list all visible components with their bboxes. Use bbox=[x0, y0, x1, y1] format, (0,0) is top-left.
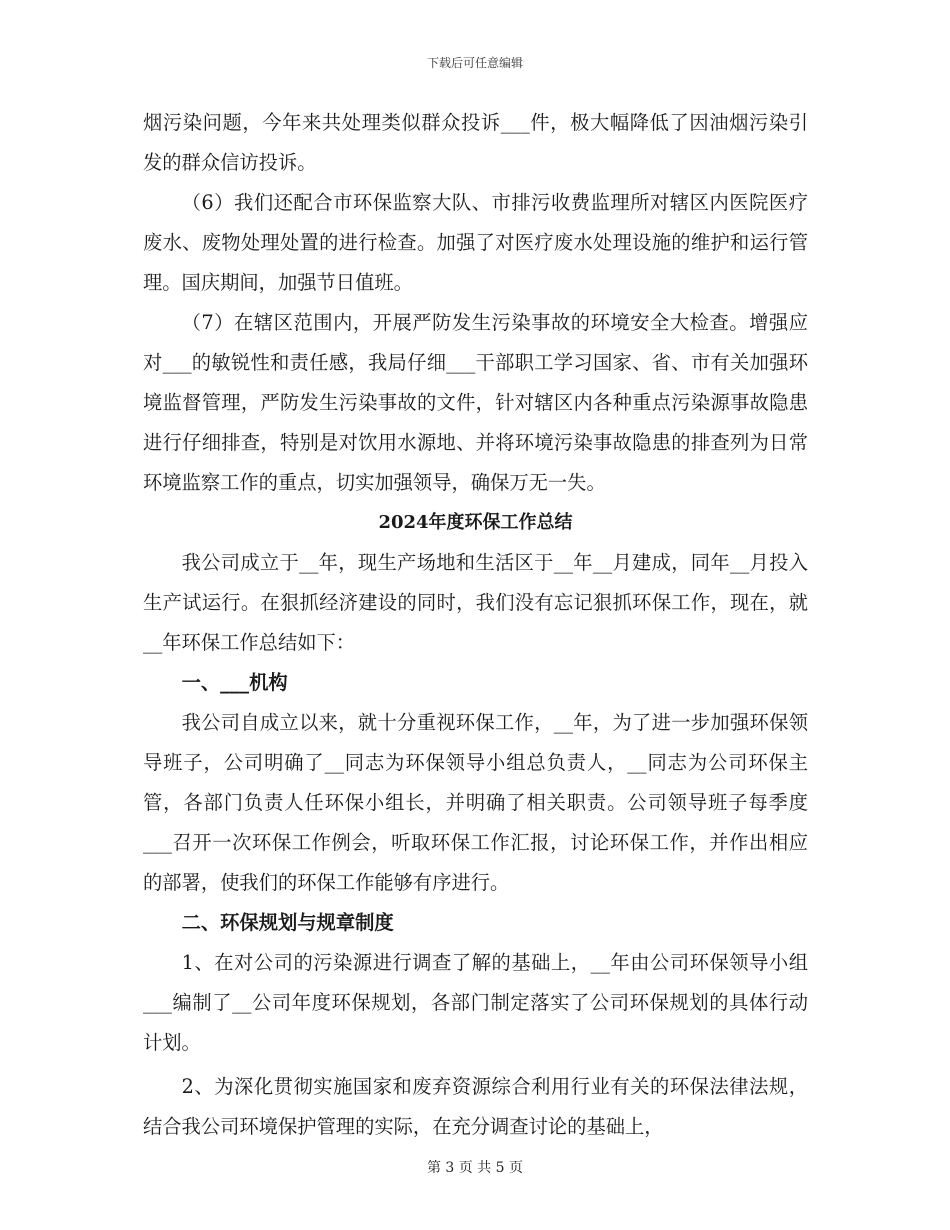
list-item: 2、为深化贯彻实施国家和废弃资源综合利用行业有关的环保法律法规，结合我公司环境保护管理的实际，在充分调查讨论的基础上， bbox=[143, 1075, 808, 1138]
paragraph: 我公司自成立以来，就十分重视环保工作，__年，为了进一步加强环保领导班子，公司明确了__同志为环保领导小组总负责人，__同志为公司环保主管，各部门负责人任环保小组长，并明确了相关职责。公司领导班子每季度___召开一次环保工作例会，听取环保工作汇报，讨论环保工作，并作出相应的部署，使我们的环保工作能够有序进行。 bbox=[143, 711, 808, 894]
paragraph: （6）我们还配合市环保监察大队、市排污收费监理所对辖区内医院医疗废水、废物处理处置的进行检查。加强了对医疗废水处理设施的维护和运行管理。国庆期间，加强节日值班。 bbox=[143, 191, 808, 294]
paragraph: （7）在辖区范围内，开展严防发生污染事故的环境安全大检查。增强应对___的敏锐性和责任感，我局仔细___干部职工学习国家、省、市有关加强环境监督管理，严防发生污染事故的文件，针对辖区内各种重点污染源事故隐患进行仔细排查，特别是对饮用水源地、并将环境污染事故隐患的排查列为日常环境监察工作的重点，切实加强领导，确保万无一失。 bbox=[143, 311, 808, 494]
list-item: 1、在对公司的污染源进行调查了解的基础上，__年由公司环保领导小组___编制了__公司年度环保规划，各部门制定落实了公司环保规划的具体行动计划。 bbox=[143, 951, 808, 1054]
document-title: 2024年度环保工作总结 bbox=[378, 512, 573, 533]
intro-paragraph: 我公司成立于__年，现生产场地和生活区于__年__月建成，同年__月投入生产试运行。在狠抓经济建设的同时，我们没有忘记狠抓环保工作，现在，就__年环保工作总结如下： bbox=[143, 551, 808, 654]
section-heading: 一、___机构 bbox=[181, 671, 288, 694]
document-body bbox=[143, 103, 808, 1147]
page-footer: 第 3 页 共 5 页 bbox=[426, 1160, 524, 1176]
section-heading: 二、环保规划与规章制度 bbox=[181, 911, 394, 934]
page-header: 下载后可任意编辑 bbox=[426, 56, 523, 70]
paragraph: 烟污染问题，今年来共处理类似群众投诉___件，极大幅降低了因油烟污染引发的群众信访投诉。 bbox=[143, 111, 808, 174]
